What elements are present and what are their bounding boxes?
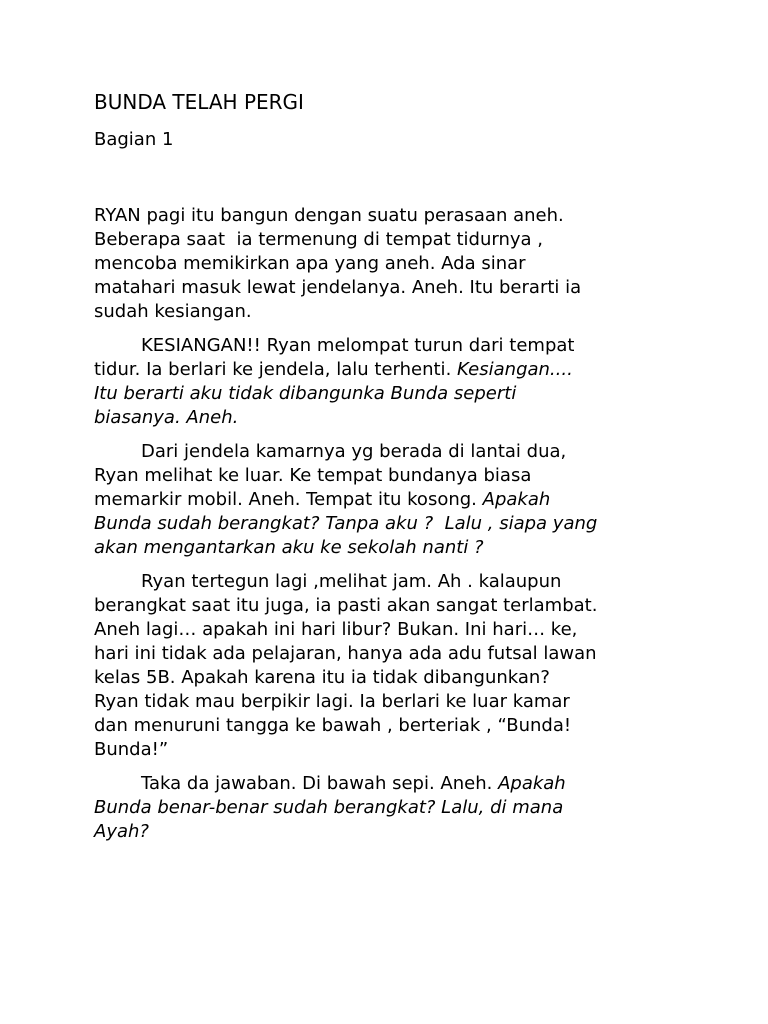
text-line: mencoba memikirkan apa yang aneh. Ada sinar xyxy=(94,253,526,274)
paragraph-2 xyxy=(94,334,734,430)
text-line: Bunda benar-benar sudah berangkat? Lalu, di mana xyxy=(94,797,564,818)
text-line: Taka da jawaban. Di bawah sepi. Aneh. Apakah xyxy=(141,773,566,794)
text-line: Bunda!” xyxy=(94,739,169,760)
document-title: BUNDA TELAH PERGI xyxy=(94,90,304,114)
text-line: tidur. Ia berlari ke jendela, lalu terhenti. Kesiangan.... xyxy=(94,359,573,380)
text-line: matahari masuk lewat jendelanya. Aneh. Itu berarti ia xyxy=(94,277,582,298)
text-line: akan mengantarkan aku ke sekolah nanti ? xyxy=(94,537,484,558)
text-line: biasanya. Aneh. xyxy=(94,407,239,428)
text-line: Bunda sudah berangkat? Tanpa aku ? Lalu , siapa yang xyxy=(94,513,598,534)
text-line: memarkir mobil. Aneh. Tempat itu kosong. Apakah xyxy=(94,489,551,510)
paragraph-3 xyxy=(94,440,734,560)
text-line: Dari jendela kamarnya yg berada di lantai dua, xyxy=(141,441,567,462)
text-line: sudah kesiangan. xyxy=(94,301,252,322)
text-line: berangkat saat itu juga, ia pasti akan sangat terlambat. xyxy=(94,595,598,616)
text-line: kelas 5B. Apakah karena itu ia tidak dibangunkan? xyxy=(94,667,550,688)
text-line: Ryan melihat ke luar. Ke tempat bundanya biasa xyxy=(94,465,532,486)
paragraph-1 xyxy=(94,204,734,324)
paragraph-4 xyxy=(94,570,734,762)
document-body xyxy=(94,204,734,854)
text-line: RYAN pagi itu bangun dengan suatu perasaan aneh. xyxy=(94,205,564,226)
text-line: hari ini tidak ada pelajaran, hanya ada adu futsal lawan xyxy=(94,643,597,664)
text-line: Itu berarti aku tidak dibangunka Bunda seperti xyxy=(94,383,517,404)
document-subtitle: Bagian 1 xyxy=(94,129,174,150)
text-line: Ryan tidak mau berpikir lagi. Ia berlari ke luar kamar xyxy=(94,691,570,712)
paragraph-5 xyxy=(94,772,734,844)
text-line: Beberapa saat ia termenung di tempat tidurnya , xyxy=(94,229,543,250)
text-line: Aneh lagi… apakah ini hari libur? Bukan. Ini hari… ke, xyxy=(94,619,578,640)
text-line: dan menuruni tangga ke bawah , berteriak , “Bunda! xyxy=(94,715,572,736)
text-line: KESIANGAN!! Ryan melompat turun dari tempat xyxy=(141,335,575,356)
text-line: Ryan tertegun lagi ,melihat jam. Ah . kalaupun xyxy=(141,571,562,592)
text-line: Ayah? xyxy=(94,821,149,842)
